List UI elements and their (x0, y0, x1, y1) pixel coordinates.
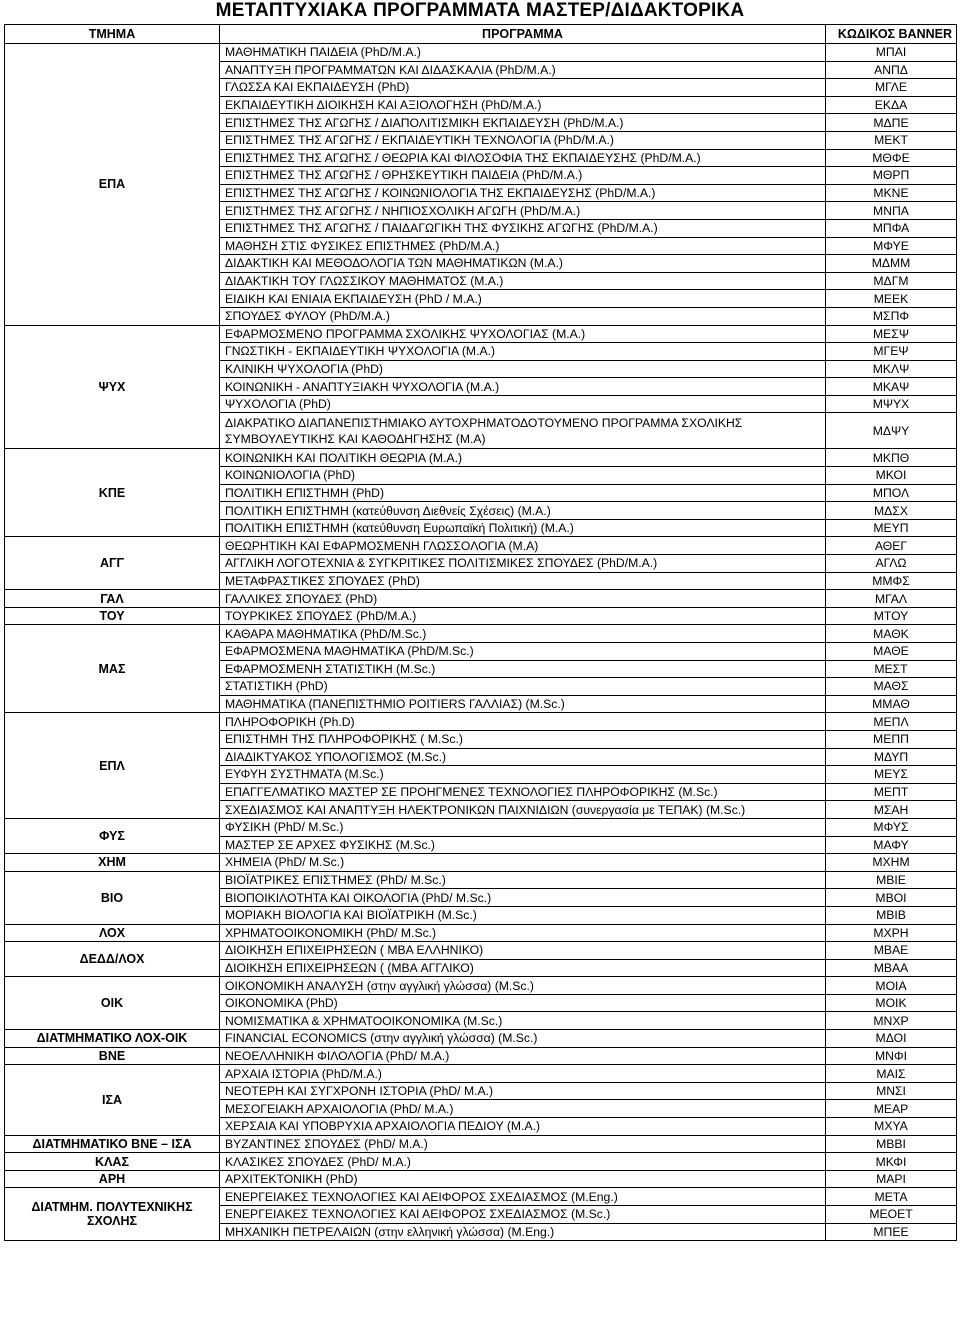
banner-code-cell: ΜΓΑΛ (826, 590, 957, 608)
banner-code-cell: ΜΘΦΕ (826, 149, 957, 167)
program-cell: ΕΝΕΡΓΕΙΑΚΕΣ ΤΕΧΝΟΛΟΓΙΕΣ ΚΑΙ ΑΕΙΦΟΡΟΣ ΣΧΕΔΙΑΣΜΟΣ (M.Eng.) (220, 1188, 826, 1206)
program-cell: ΔΙΔΑΚΤΙΚΗ ΚΑΙ ΜΕΘΟΔΟΛΟΓΙΑ ΤΩΝ ΜΑΘΗΜΑΤΙΚΩΝ (M.A.) (220, 255, 826, 273)
department-cell: ΜΑΣ (5, 625, 220, 713)
program-cell: ΜΑΣΤΕΡ ΣΕ ΑΡΧΕΣ ΦΥΣΙΚΗΣ (M.Sc.) (220, 836, 826, 854)
banner-code-cell: ΜΒΙΕ (826, 871, 957, 889)
banner-code-cell: ΜΔΣΧ (826, 502, 957, 520)
banner-code-cell: ΜΕΤΑ (826, 1188, 957, 1206)
table-header-row (5, 25, 957, 44)
program-cell: ΤΟΥΡΚΙΚΕΣ ΣΠΟΥΔΕΣ (PhD/M.A.) (220, 607, 826, 625)
program-cell: ΧΕΡΣΑΙΑ ΚΑΙ ΥΠΟΒΡΥΧΙΑ ΑΡΧΑΙΟΛΟΓΙΑ ΠΕΔΙΟΥ (M.A.) (220, 1118, 826, 1136)
banner-code-cell: ΜΔΠΕ (826, 114, 957, 132)
banner-code-cell: ΜΕΣΨ (826, 325, 957, 343)
banner-code-cell: ΜΔΟΙ (826, 1030, 957, 1048)
table-row (5, 1135, 957, 1153)
banner-code-cell: ΜΕΥΠ (826, 519, 957, 537)
program-cell: ΜΑΘΗΜΑΤΙΚΑ (ΠΑΝΕΠΙΣΤΗΜΙΟ POITIERS ΓΑΛΛΙΑΣ) (M.Sc.) (220, 695, 826, 713)
banner-code-cell: ΜΝΧΡ (826, 1012, 957, 1030)
program-cell: ΜΑΘΗΜΑΤΙΚΗ ΠΑΙΔΕΙΑ (PhD/M.A.) (220, 44, 826, 62)
program-cell: ΕΦΑΡΜΟΣΜΕΝΟ ΠΡΟΓΡΑΜΜΑ ΣΧΟΛΙΚΗΣ ΨΥΧΟΛΟΓΙΑΣ (M.A.) (220, 325, 826, 343)
program-cell: ΔΙΟΙΚΗΣΗ ΕΠΙΧΕΙΡΗΣΕΩΝ ( MBA ΕΛΛΗΝΙΚΟ) (220, 942, 826, 960)
banner-code-cell: ΜΕΠΤ (826, 783, 957, 801)
department-cell: ΓΑΛ (5, 590, 220, 608)
department-cell: ΧΗΜ (5, 854, 220, 872)
banner-code-cell: ΜΓΕΨ (826, 343, 957, 361)
banner-code-cell: ΜΕΠΛ (826, 713, 957, 731)
page-title: ΜΕΤΑΠΤΥΧΙΑΚΑ ΠΡΟΓΡΑΜΜΑΤΑ ΜΑΣΤΕΡ/ΔΙΔΑΚΤΟΡΙΚΑ (215, 0, 745, 21)
program-cell: ΜΟΡΙΑΚΗ ΒΙΟΛΟΓΙΑ ΚΑΙ ΒΙΟΪΑΤΡΙΚΗ (M.Sc.) (220, 906, 826, 924)
banner-code-cell: ΜΕΠΠ (826, 730, 957, 748)
banner-code-cell: ΜΠΦΑ (826, 219, 957, 237)
banner-code-cell: ΜΧΗΜ (826, 854, 957, 872)
banner-code-cell: ΜΑΦΥ (826, 836, 957, 854)
banner-code-cell: ΜΨΥΧ (826, 395, 957, 413)
banner-code-cell: ΜΒΒΙ (826, 1135, 957, 1153)
program-cell: ΚΟΙΝΩΝΙΚΗ - ΑΝΑΠΤΥΞΙΑΚΗ ΨΥΧΟΛΟΓΙΑ (M.A.) (220, 378, 826, 396)
program-cell: ΔΙΑΔΙΚΤΥΑΚΟΣ ΥΠΟΛΟΓΙΣΜΟΣ (M.Sc.) (220, 748, 826, 766)
program-cell: ΓΑΛΛΙΚΕΣ ΣΠΟΥΔΕΣ (PhD) (220, 590, 826, 608)
department-cell: ΔΕΔΔ/ΛΟΧ (5, 942, 220, 977)
department-cell: ΛΟΧ (5, 924, 220, 942)
program-cell: ΒΙΟΪΑΤΡΙΚΕΣ ΕΠΙΣΤΗΜΕΣ (PhD/ M.Sc.) (220, 871, 826, 889)
program-cell: ΔΙΑΚΡΑΤΙΚΟ ΔΙΑΠΑΝΕΠΙΣΤΗΜΙΑΚΟ ΑΥΤΟΧΡΗΜΑΤΟΔΟΤΟΥΜΕΝΟ ΠΡΟΓΡΑΜΜΑ ΣΧΟΛΙΚΗΣ ΣΥΜΒΟΥΛΕΥΤΙΚΗΣ ΚΑΙ ΚΑΘΟΔΗΓΗΣΗΣ (M.A) (220, 413, 826, 449)
banner-code-cell: ΜΑΘΚ (826, 625, 957, 643)
program-cell: ΣΠΟΥΔΕΣ ΦΥΛΟΥ (PhD/M.A.) (220, 307, 826, 325)
banner-code-cell: ΜΠΕΕ (826, 1223, 957, 1241)
banner-code-cell: ΜΣΑΗ (826, 801, 957, 819)
table-row (5, 713, 957, 731)
table-row (5, 854, 957, 872)
program-cell: ΕΠΙΣΤΗΜΕΣ ΤΗΣ ΑΓΩΓΗΣ / ΝΗΠΙΟΣΧΟΛΙΚΗ ΑΓΩΓΗ (PhD/M.A.) (220, 202, 826, 220)
banner-code-cell: ΜΜΑΘ (826, 695, 957, 713)
table-row (5, 449, 957, 467)
banner-code-cell: ΑΝΠΔ (826, 61, 957, 79)
banner-code-cell: ΜΑΘΣ (826, 678, 957, 696)
programs-table (4, 24, 957, 1241)
department-cell: ΚΠΕ (5, 449, 220, 537)
program-cell: ΧΡΗΜΑΤΟΟΙΚΟΝΟΜΙΚΗ (PhD/ M.Sc.) (220, 924, 826, 942)
banner-code-cell: ΜΚΛΨ (826, 360, 957, 378)
program-cell: ΜΑΘΗΣΗ ΣΤΙΣ ΦΥΣΙΚΕΣ ΕΠΙΣΤΗΜΕΣ (PhD/M.A.) (220, 237, 826, 255)
table-row (5, 1153, 957, 1171)
banner-code-cell: ΜΤΟΥ (826, 607, 957, 625)
department-cell: ΨΥΧ (5, 325, 220, 449)
banner-code-cell: ΜΚΟΙ (826, 467, 957, 485)
program-cell: FINANCIAL ECONOMICS (στην αγγλική γλώσσα) (M.Sc.) (220, 1030, 826, 1048)
program-cell: ΕΠΙΣΤΗΜΕΣ ΤΗΣ ΑΓΩΓΗΣ / ΘΕΩΡΙΑ ΚΑΙ ΦΙΛΟΣΟΦΙΑ ΤΗΣ ΕΚΠΑΙΔΕΥΣΗΣ (PhD/M.A.) (220, 149, 826, 167)
banner-code-cell: ΑΘΕΓ (826, 537, 957, 555)
table-body (5, 44, 957, 1241)
banner-code-cell: ΜΕΟΕΤ (826, 1206, 957, 1224)
banner-code-cell: ΜΚΠΘ (826, 449, 957, 467)
banner-code-cell: ΜΔΜΜ (826, 255, 957, 273)
program-cell: ΕΦΑΡΜΟΣΜΕΝΗ ΣΤΑΤΙΣΤΙΚΗ (M.Sc.) (220, 660, 826, 678)
program-cell: ΠΟΛΙΤΙΚΗ ΕΠΙΣΤΗΜΗ (κατεύθυνση Ευρωπαϊκή Πολιτική) (M.A.) (220, 519, 826, 537)
program-cell: ΕΙΔΙΚΗ ΚΑΙ ΕΝΙΑΙΑ ΕΚΠΑΙΔΕΥΣΗ (PhD / M.A.) (220, 290, 826, 308)
program-cell: ΚΑΘΑΡΑ ΜΑΘΗΜΑΤΙΚΑ (PhD/M.Sc.) (220, 625, 826, 643)
banner-code-cell: ΜΕΕΚ (826, 290, 957, 308)
program-cell: ΝΟΜΙΣΜΑΤΙΚΑ & ΧΡΗΜΑΤΟΟΙΚΟΝΟΜΙΚΑ (M.Sc.) (220, 1012, 826, 1030)
banner-code-cell: ΜΒΙΒ (826, 906, 957, 924)
department-cell: ΚΛΑΣ (5, 1153, 220, 1171)
banner-code-cell: ΜΘΡΠ (826, 167, 957, 185)
program-cell: ΕΦΑΡΜΟΣΜΕΝΑ ΜΑΘΗΜΑΤΙΚΑ (PhD/M.Sc.) (220, 643, 826, 661)
program-cell: ΑΡΧΑΙΑ ΙΣΤΟΡΙΑ (PhD/M.A.) (220, 1065, 826, 1083)
banner-code-cell: ΜΕΑΡ (826, 1100, 957, 1118)
table-row (5, 590, 957, 608)
banner-code-cell: ΜΧΡΗ (826, 924, 957, 942)
department-cell: ΕΠΛ (5, 713, 220, 819)
program-cell: ΑΝΑΠΤΥΞΗ ΠΡΟΓΡΑΜΜΑΤΩΝ ΚΑΙ ΔΙΔΑΣΚΑΛΙΑ (PhD/M.A.) (220, 61, 826, 79)
table-row (5, 537, 957, 555)
department-cell: ΒΙΟ (5, 871, 220, 924)
program-cell: ΕΝΕΡΓΕΙΑΚΕΣ ΤΕΧΝΟΛΟΓΙΕΣ ΚΑΙ ΑΕΙΦΟΡΟΣ ΣΧΕΔΙΑΣΜΟΣ (M.Sc.) (220, 1206, 826, 1224)
department-cell: ΙΣΑ (5, 1065, 220, 1135)
program-cell: ΦΥΣΙΚΗ (PhD/ M.Sc.) (220, 818, 826, 836)
program-cell: ΠΟΛΙΤΙΚΗ ΕΠΙΣΤΗΜΗ (κατεύθυνση Διεθνείς Σχέσεις) (M.A.) (220, 502, 826, 520)
program-cell: ΕΠΙΣΤΗΜΕΣ ΤΗΣ ΑΓΩΓΗΣ / ΠΑΙΔΑΓΩΓΙΚΗ ΤΗΣ ΦΥΣΙΚΗΣ ΑΓΩΓΗΣ (PhD/M.A.) (220, 219, 826, 237)
table-row (5, 977, 957, 995)
program-cell: ΜΗΧΑΝΙΚΗ ΠΕΤΡΕΛΑΙΩΝ (στην ελληνική γλώσσα) (M.Eng.) (220, 1223, 826, 1241)
banner-code-cell: ΑΓΛΩ (826, 555, 957, 573)
banner-code-cell: ΜΒΑΑ (826, 959, 957, 977)
banner-code-cell: ΜΟΙΑ (826, 977, 957, 995)
program-cell: ΚΟΙΝΩΝΙΚΗ ΚΑΙ ΠΟΛΙΤΙΚΗ ΘΕΩΡΙΑ (M.A.) (220, 449, 826, 467)
banner-code-cell: ΜΦΥΣ (826, 818, 957, 836)
banner-code-cell: ΜΔΓΜ (826, 272, 957, 290)
table-row (5, 1170, 957, 1188)
table-row (5, 942, 957, 960)
banner-code-cell: ΜΔΥΠ (826, 748, 957, 766)
table-row (5, 1047, 957, 1065)
program-cell: ΟΙΚΟΝΟΜΙΚΗ ΑΝΑΛΥΣΗ (στην αγγλική γλώσσα) (M.Sc.) (220, 977, 826, 995)
program-cell: ΕΠΙΣΤΗΜΗ ΤΗΣ ΠΛΗΡΟΦΟΡΙΚΗΣ ( M.Sc.) (220, 730, 826, 748)
program-cell: ΧΗΜΕΙΑ (PhD/ M.Sc.) (220, 854, 826, 872)
program-cell: ΕΥΦΥΗ ΣΥΣΤΗΜΑΤΑ (M.Sc.) (220, 766, 826, 784)
program-cell: ΑΡΧΙΤΕΚΤΟΝΙΚΗ (PhD) (220, 1170, 826, 1188)
banner-code-cell: ΜΒΟΙ (826, 889, 957, 907)
department-cell: ΦΥΣ (5, 818, 220, 853)
program-cell: ΕΠΑΓΓΕΛΜΑΤΙΚΟ ΜΑΣΤΕΡ ΣΕ ΠΡΟΗΓΜΕΝΕΣ ΤΕΧΝΟΛΟΓΙΕΣ ΠΛΗΡΟΦΟΡΙΚΗΣ (M.Sc.) (220, 783, 826, 801)
department-cell: ΔΙΑΤΜΗΜ. ΠΟΛΥΤΕΧΝΙΚΗΣ ΣΧΟΛΗΣ (5, 1188, 220, 1241)
banner-code-cell: ΜΟΙΚ (826, 994, 957, 1012)
table-row (5, 924, 957, 942)
program-cell: ΒΥΖΑΝΤΙΝΕΣ ΣΠΟΥΔΕΣ (PhD/ M.A.) (220, 1135, 826, 1153)
banner-code-cell: ΜΕΚΤ (826, 131, 957, 149)
table-row (5, 325, 957, 343)
banner-code-cell: ΜΧΥΑ (826, 1118, 957, 1136)
program-cell: ΜΕΤΑΦΡΑΣΤΙΚΕΣ ΣΠΟΥΔΕΣ (PhD) (220, 572, 826, 590)
program-cell: ΒΙΟΠΟΙΚΙΛΟΤΗΤΑ ΚΑΙ ΟΙΚΟΛΟΓΙΑ (PhD/ M.Sc.) (220, 889, 826, 907)
department-cell: ΕΠΑ (5, 44, 220, 326)
table-row (5, 44, 957, 62)
program-cell: ΕΚΠΑΙΔΕΥΤΙΚΗ ΔΙΟΙΚΗΣΗ ΚΑΙ ΑΞΙΟΛΟΓΗΣΗ (PhD/M.A.) (220, 96, 826, 114)
banner-code-cell: ΕΚΔΑ (826, 96, 957, 114)
banner-code-cell: ΜΣΠΦ (826, 307, 957, 325)
program-cell: ΑΓΓΛΙΚΗ ΛΟΓΟΤΕΧΝΙΑ & ΣΥΓΚΡΙΤΙΚΕΣ ΠΟΛΙΤΙΣΜΙΚΕΣ ΣΠΟΥΔΕΣ (PhD/M.A.) (220, 555, 826, 573)
banner-code-cell: ΜΝΠΑ (826, 202, 957, 220)
program-cell: ΠΛΗΡΟΦΟΡΙΚΗ (Ph.D) (220, 713, 826, 731)
department-cell: ΔΙΑΤΜΗΜΑΤΙΚΟ ΛΟΧ-ΟΙΚ (5, 1030, 220, 1048)
banner-code-cell: ΜΚΦΙ (826, 1153, 957, 1171)
table-row (5, 1065, 957, 1083)
program-cell: ΓΛΩΣΣΑ ΚΑΙ ΕΚΠΑΙΔΕΥΣΗ (PhD) (220, 79, 826, 97)
banner-code-cell: ΜΒΑΕ (826, 942, 957, 960)
program-cell: ΝΕΟΤΕΡΗ ΚΑΙ ΣΥΓΧΡΟΝΗ ΙΣΤΟΡΙΑ (PhD/ M.A.) (220, 1082, 826, 1100)
table-row (5, 607, 957, 625)
department-cell: ΔΙΑΤΜΗΜΑΤΙΚΟ ΒΝΕ – ΙΣΑ (5, 1135, 220, 1153)
program-cell: ΟΙΚΟΝΟΜΙΚΑ (PhD) (220, 994, 826, 1012)
table-row (5, 1030, 957, 1048)
banner-code-cell: ΜΠΟΛ (826, 484, 957, 502)
program-cell: ΚΛΑΣΙΚΕΣ ΣΠΟΥΔΕΣ (PhD/ M.A.) (220, 1153, 826, 1171)
header-dept: ΤΜΗΜΑ (5, 25, 220, 44)
program-cell: ΕΠΙΣΤΗΜΕΣ ΤΗΣ ΑΓΩΓΗΣ / ΕΚΠΑΙΔΕΥΤΙΚΗ ΤΕΧΝΟΛΟΓΙΑ (PhD/M.A.) (220, 131, 826, 149)
department-cell: ΟΙΚ (5, 977, 220, 1030)
program-cell: ΕΠΙΣΤΗΜΕΣ ΤΗΣ ΑΓΩΓΗΣ / ΔΙΑΠΟΛΙΤΙΣΜΙΚΗ ΕΚΠΑΙΔΕΥΣΗ (PhD/M.A.) (220, 114, 826, 132)
banner-code-cell: ΜΝΣΙ (826, 1082, 957, 1100)
banner-code-cell: ΜΕΣΤ (826, 660, 957, 678)
program-cell: ΨΥΧΟΛΟΓΙΑ (PhD) (220, 395, 826, 413)
program-cell: ΓΝΩΣΤΙΚΗ - ΕΚΠΑΙΔΕΥΤΙΚΗ ΨΥΧΟΛΟΓΙΑ (M.A.) (220, 343, 826, 361)
program-cell: ΕΠΙΣΤΗΜΕΣ ΤΗΣ ΑΓΩΓΗΣ / ΚΟΙΝΩΝΙΟΛΟΓΙΑ ΤΗΣ ΕΚΠΑΙΔΕΥΣΗΣ (PhD/M.A.) (220, 184, 826, 202)
department-cell: ΤΟΥ (5, 607, 220, 625)
header-program: ΠΡΟΓΡΑΜΜΑ (220, 25, 826, 44)
table-row (5, 1188, 957, 1206)
banner-code-cell: ΜΜΦΣ (826, 572, 957, 590)
banner-code-cell: ΜΦΥΕ (826, 237, 957, 255)
banner-code-cell: ΜΚΑΨ (826, 378, 957, 396)
banner-code-cell: ΜΑΙΣ (826, 1065, 957, 1083)
banner-code-cell: ΜΑΡΙ (826, 1170, 957, 1188)
banner-code-cell: ΜΔΨΥ (826, 413, 957, 449)
program-cell: ΜΕΣΟΓΕΙΑΚΗ ΑΡΧΑΙΟΛΟΓΙΑ (PhD/ M.A.) (220, 1100, 826, 1118)
program-cell: ΚΟΙΝΩΝΙΟΛΟΓΙΑ (PhD) (220, 467, 826, 485)
header-code: ΚΩΔΙΚΟΣ BANNER (826, 25, 957, 44)
table-row (5, 871, 957, 889)
program-cell: ΣΤΑΤΙΣΤΙΚΗ (PhD) (220, 678, 826, 696)
department-cell: ΑΡΗ (5, 1170, 220, 1188)
department-cell: ΒΝΕ (5, 1047, 220, 1065)
banner-code-cell: ΜΚΝΕ (826, 184, 957, 202)
table-row (5, 625, 957, 643)
banner-code-cell: ΜΑΘΕ (826, 643, 957, 661)
table-row (5, 818, 957, 836)
program-cell: ΔΙΟΙΚΗΣΗ ΕΠΙΧΕΙΡΗΣΕΩΝ ( (MBA ΑΓΓΛΙΚΟ) (220, 959, 826, 977)
banner-code-cell: ΜΠΑΙ (826, 44, 957, 62)
banner-code-cell: ΜΓΛΕ (826, 79, 957, 97)
program-cell: ΠΟΛΙΤΙΚΗ ΕΠΙΣΤΗΜΗ (PhD) (220, 484, 826, 502)
banner-code-cell: ΜΝΦΙ (826, 1047, 957, 1065)
banner-code-cell: ΜΕΥΣ (826, 766, 957, 784)
program-cell: ΝΕΟΕΛΛΗΝΙΚΗ ΦΙΛΟΛΟΓΙΑ (PhD/ M.A.) (220, 1047, 826, 1065)
department-cell: ΑΓΓ (5, 537, 220, 590)
program-cell: ΣΧΕΔΙΑΣΜΟΣ ΚΑΙ ΑΝΑΠΤΥΞΗ ΗΛΕΚΤΡΟΝΙΚΩΝ ΠΑΙΧΝΙΔΙΩΝ (συνεργασία με ΤΕΠΑΚ) (M.Sc.) (220, 801, 826, 819)
program-cell: ΘΕΩΡΗΤΙΚΗ ΚΑΙ ΕΦΑΡΜΟΣΜΕΝΗ ΓΛΩΣΣΟΛΟΓΙΑ (M.A) (220, 537, 826, 555)
program-cell: ΔΙΔΑΚΤΙΚΗ ΤΟΥ ΓΛΩΣΣΙΚΟΥ ΜΑΘΗΜΑΤΟΣ (M.A.) (220, 272, 826, 290)
program-cell: ΚΛΙΝΙΚΗ ΨΥΧΟΛΟΓΙΑ (PhD) (220, 360, 826, 378)
program-cell: ΕΠΙΣΤΗΜΕΣ ΤΗΣ ΑΓΩΓΗΣ / ΘΡΗΣΚΕΥΤΙΚΗ ΠΑΙΔΕΙΑ (PhD/M.A.) (220, 167, 826, 185)
